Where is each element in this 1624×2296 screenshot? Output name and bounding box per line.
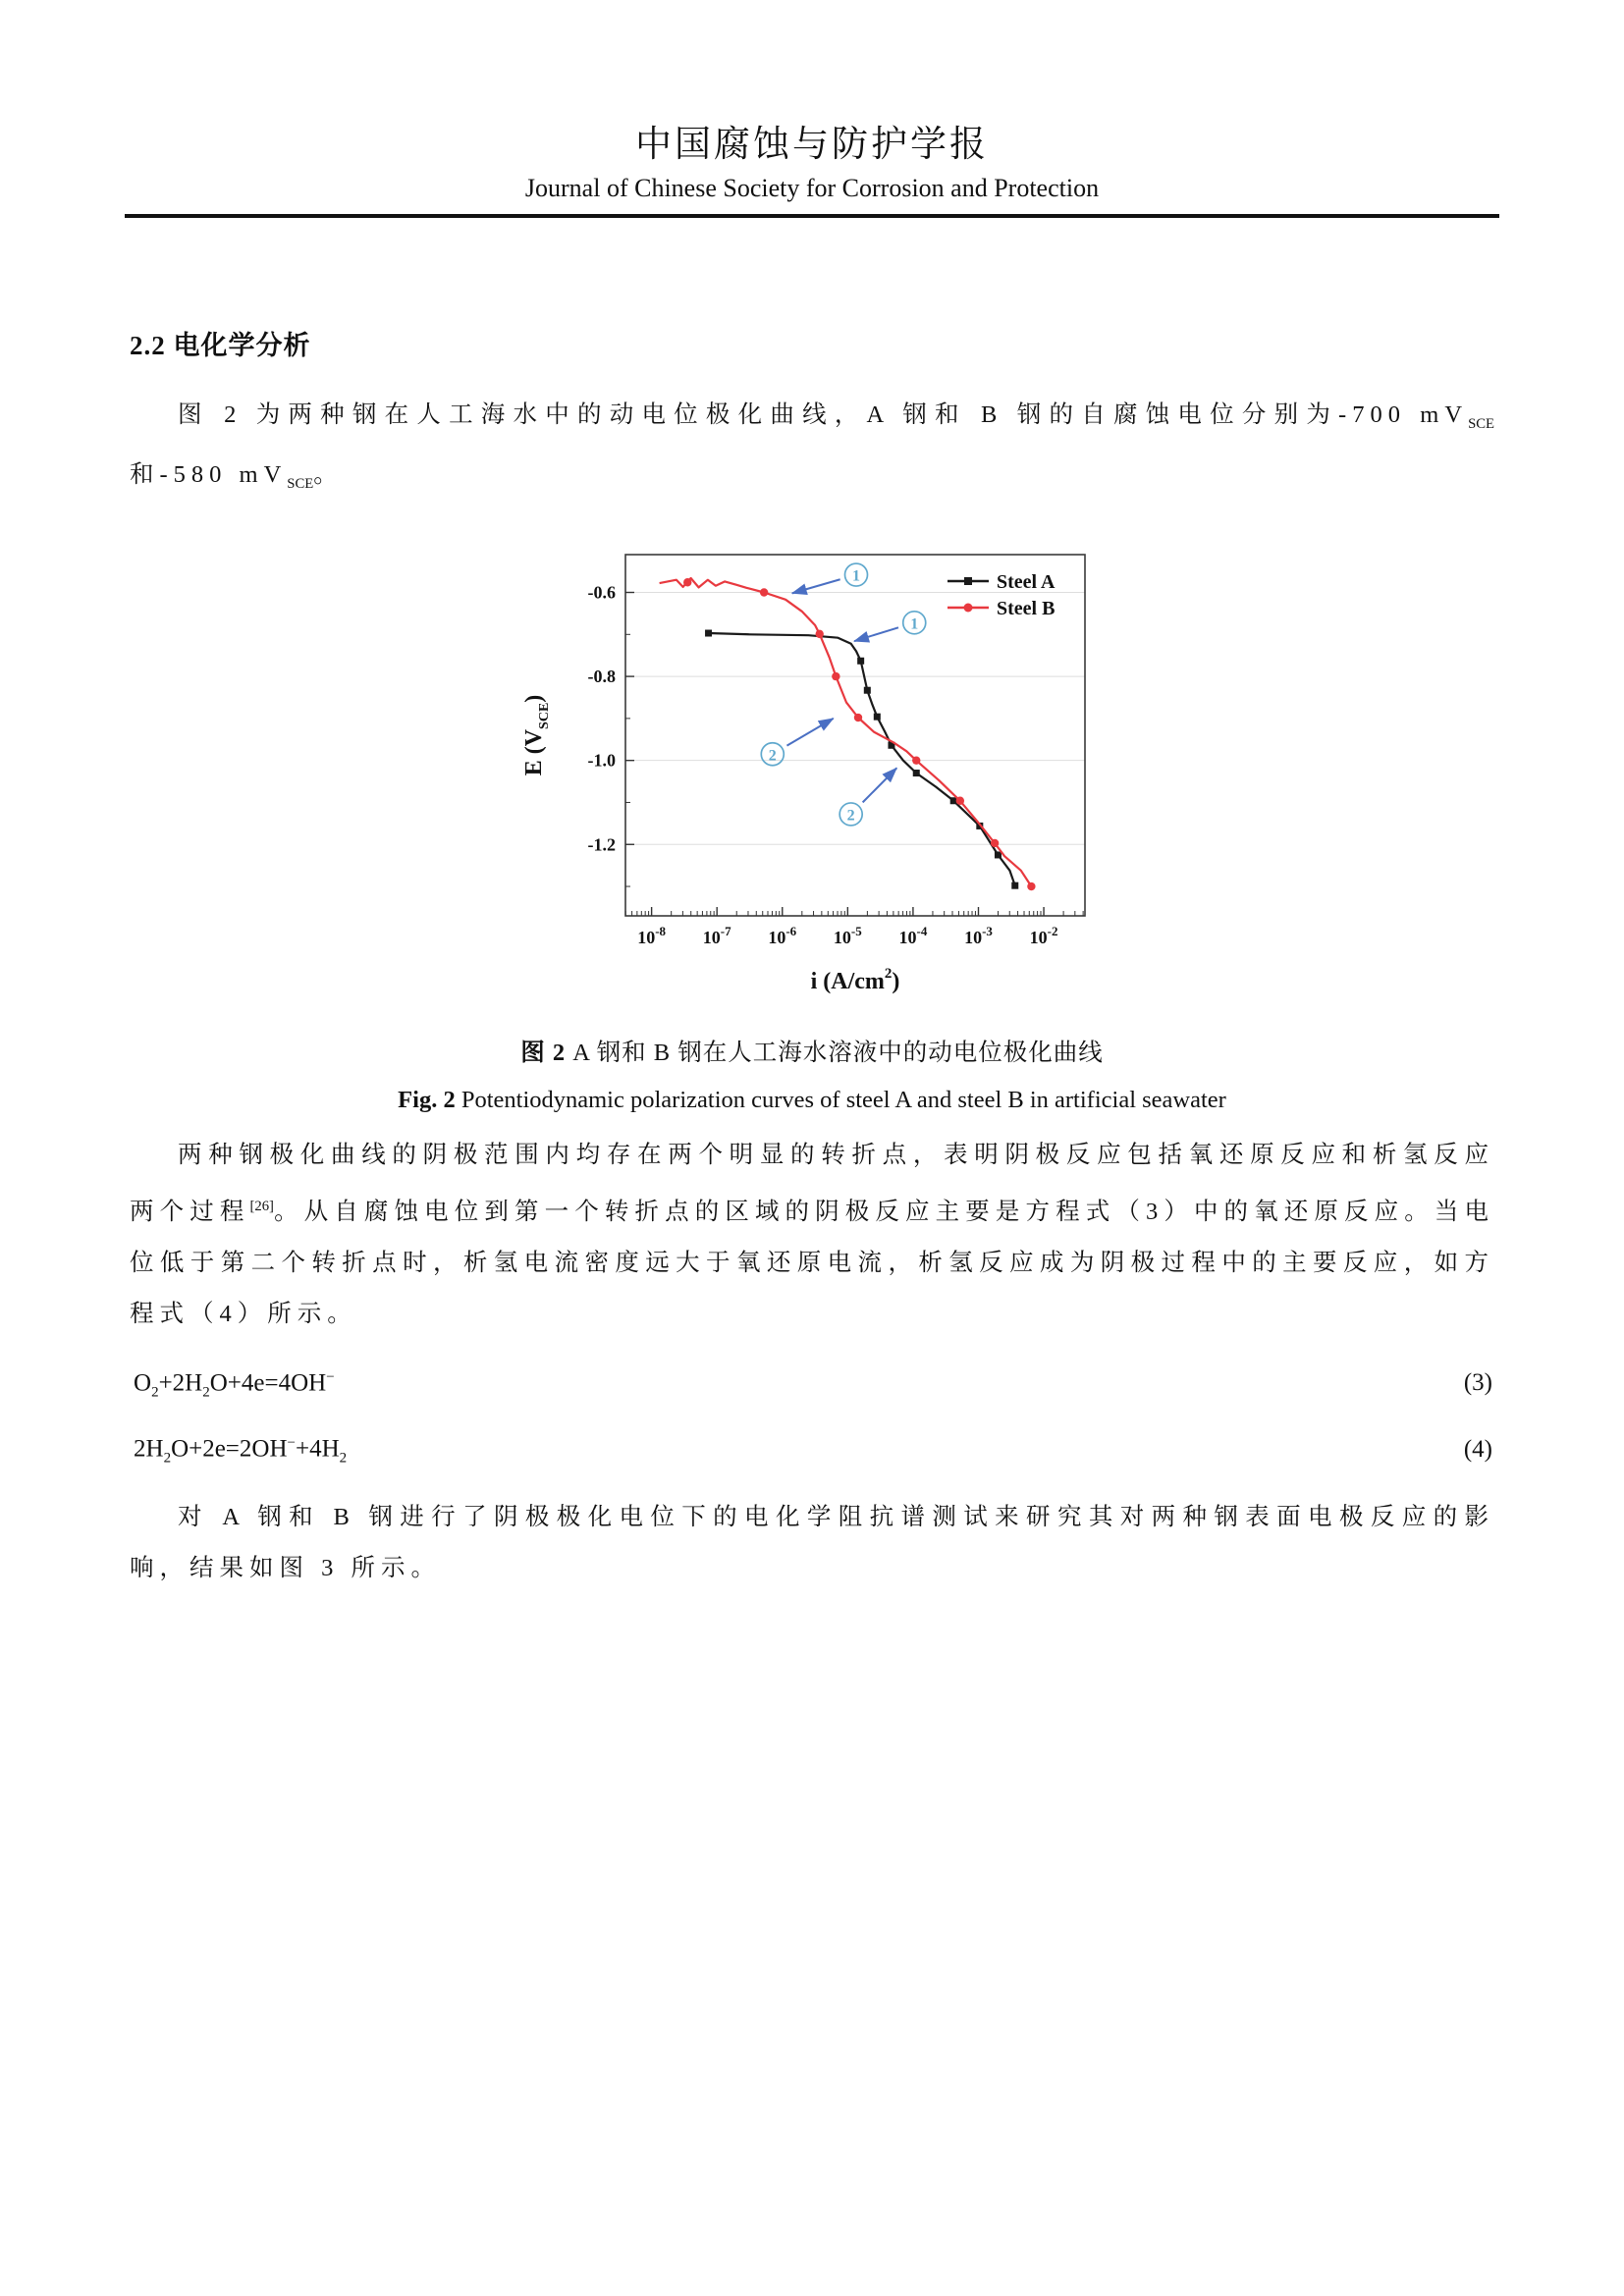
svg-text:10-2: $10^{-2}$ bbox=[1029, 923, 1058, 947]
svg-text:2: 2 bbox=[846, 807, 855, 825]
svg-text:10-6: $10^{-6}$ bbox=[768, 923, 797, 947]
paragraph-intro bbox=[130, 390, 1494, 509]
polarization-chart bbox=[498, 535, 1126, 1026]
paragraph-intro-text-2: 和-580 mV bbox=[130, 460, 288, 488]
eq3-sub-2: 2 bbox=[202, 1384, 210, 1401]
eq4-term-1: 2H bbox=[134, 1435, 164, 1463]
figure-2-caption-zh bbox=[130, 1030, 1494, 1077]
equation-4-number: (4) bbox=[1463, 1435, 1492, 1463]
svg-text:Steel B: Steel B bbox=[997, 597, 1056, 619]
svg-text:Steel A: Steel A bbox=[997, 570, 1056, 593]
eq4-sub-2: 2 bbox=[339, 1450, 348, 1467]
figure-2-caption-zh-label: 图 2 bbox=[520, 1039, 567, 1066]
figure-2-caption-en-label: Fig. 2 bbox=[398, 1086, 456, 1113]
subscript-sce-2: SCE bbox=[287, 475, 314, 492]
paragraph-analysis-text-2: 。从自腐蚀电位到第一个转折点的区域的阴极反应主要是方程式（3）中的氧还原反应。当电位低于第二个转折点时，析氢电流密度远大于氧还原电流，析氢反应成为阴极过程中的主要反应，如方程式（4）所示。 bbox=[130, 1198, 1494, 1327]
svg-text:1: 1 bbox=[851, 567, 860, 585]
section-heading: 2.2 电化学分析 bbox=[130, 331, 311, 360]
equation-3-formula bbox=[134, 1352, 335, 1417]
svg-text:2: 2 bbox=[768, 747, 777, 765]
journal-title-en: Journal of Chinese Society for Corrosion and Protection bbox=[524, 174, 1100, 202]
page-content bbox=[130, 324, 1494, 1594]
figure-2-caption-en-text: Potentiodynamic polarization curves of steel A and steel B in artificial seawater bbox=[455, 1086, 1226, 1113]
svg-text:10-7: $10^{-7}$ bbox=[702, 923, 731, 947]
svg-text:10-3: $10^{-3}$ bbox=[964, 923, 993, 947]
equation-4 bbox=[130, 1417, 1494, 1483]
paragraph-intro-text-3: 。 bbox=[313, 460, 344, 488]
eq4-sup-1: − bbox=[287, 1435, 296, 1452]
paragraph-analysis-text-1: 两种钢极化曲线的阴极范围内均存在两个明显的转折点，表明阴极反应包括氧还原反应和析氢反应两个过程 bbox=[130, 1141, 1494, 1225]
svg-text:1: 1 bbox=[910, 615, 919, 633]
figure-2-caption-en bbox=[130, 1077, 1494, 1124]
svg-text:-1.2: -1.2 bbox=[587, 834, 616, 855]
figure-2 bbox=[130, 535, 1494, 1124]
svg-text:E (VSCE): E $(V_{SCE})$ bbox=[521, 694, 552, 776]
svg-text:10-5: $10^{-5}$ bbox=[833, 923, 862, 947]
eq3-term-1: O bbox=[134, 1369, 152, 1397]
subscript-sce-1: SCE bbox=[1468, 415, 1494, 432]
svg-text:-0.8: -0.8 bbox=[587, 666, 616, 686]
svg-text:10-8: $10^{-8}$ bbox=[637, 923, 667, 947]
svg-text:-1.0: -1.0 bbox=[587, 750, 616, 771]
eq3-term-2: +2H bbox=[158, 1369, 203, 1397]
paragraph-eis: 对 A 钢和 B 钢进行了阴极极化电位下的电化学阻抗谱测试来研究其对两种钢表面电极反应的影响，结果如图 3 所示。 bbox=[130, 1503, 1494, 1581]
page-header bbox=[0, 0, 1624, 218]
journal-title-zh: 中国腐蚀与防护学报 bbox=[635, 125, 989, 165]
eq4-term-2: O+2e=2OH bbox=[171, 1435, 288, 1463]
eq3-term-3: O+4e=4OH bbox=[209, 1369, 327, 1397]
eq4-sub-1: 2 bbox=[163, 1450, 172, 1467]
citation-26: [26] bbox=[249, 1198, 274, 1214]
equation-3 bbox=[130, 1352, 1494, 1417]
svg-text:i (A/cm2): i $(A/cm^2)$ bbox=[810, 965, 900, 994]
figure-2-caption-zh-text: A 钢和 B 钢在人工海水溶液中的动电位极化曲线 bbox=[566, 1039, 1104, 1066]
equation-3-number: (3) bbox=[1463, 1369, 1492, 1397]
paragraph-intro-text-1: 图 2 为两种钢在人工海水中的动电位极化曲线，A 钢和 B 钢的自腐蚀电位分别为-700 mV bbox=[178, 401, 1469, 428]
header-divider bbox=[125, 214, 1499, 218]
eq4-term-3: +4H bbox=[296, 1435, 340, 1463]
svg-text:10-4: $10^{-4}$ bbox=[898, 923, 928, 947]
equation-4-formula bbox=[134, 1417, 347, 1483]
eq3-sup-1: − bbox=[326, 1368, 335, 1385]
paragraph-analysis bbox=[130, 1130, 1494, 1340]
svg-text:-0.6: -0.6 bbox=[587, 582, 616, 603]
eq3-sub-1: 2 bbox=[151, 1384, 159, 1401]
